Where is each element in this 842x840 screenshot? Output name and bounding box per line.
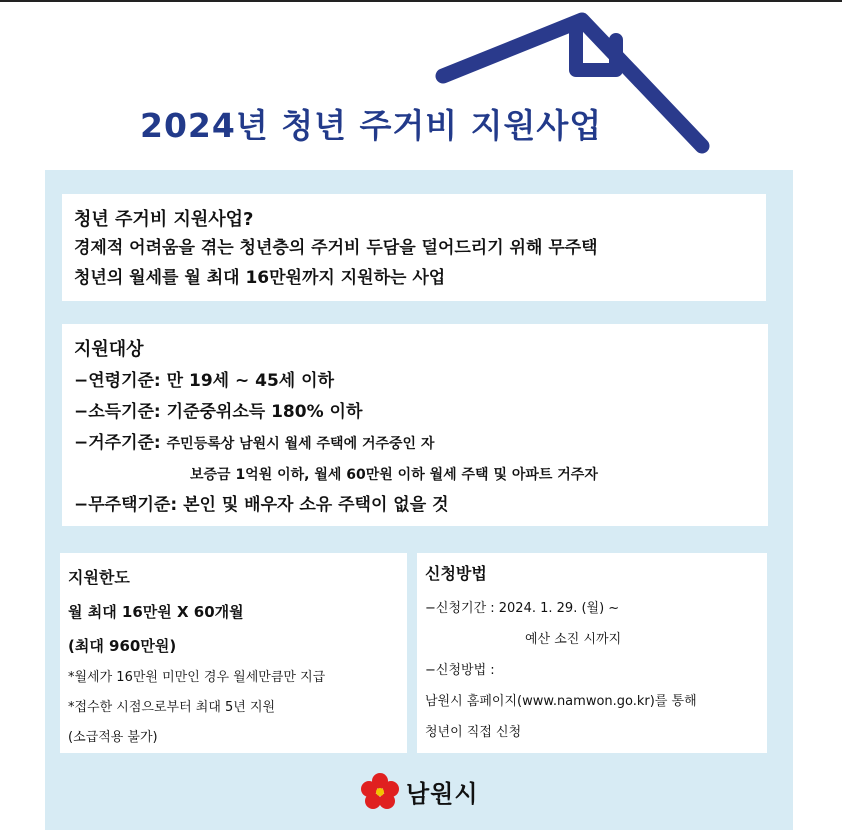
eligibility-box [62, 324, 768, 526]
residence-line2: 보증금 1억원 이하, 월세 60만원 이하 월세 주택 및 아파트 거주자 [190, 467, 598, 483]
namwon-logo [360, 772, 479, 810]
limit-note3: (소급적용 불가) [68, 730, 158, 745]
apply-box [417, 553, 767, 753]
apply-heading: 신청방법 [425, 564, 487, 583]
limit-heading: 지원한도 [68, 568, 130, 587]
intro-box [62, 194, 766, 301]
intro-desc-line1: 경제적 어려움을 겪는 청년층의 주거비 두담을 덜어드리기 위해 무주택 [74, 238, 598, 258]
limit-amount: 월 최대 16만원 X 60개월 [68, 603, 244, 621]
limit-box [60, 553, 407, 753]
residence-label: −거주기준: [74, 433, 161, 453]
apply-method-label: −신청방법 : [425, 663, 495, 678]
limit-note1: *월세가 16만원 미만인 경우 월세만큼만 지급 [68, 670, 326, 685]
limit-note2: *접수한 시점으로부터 최대 5년 지원 [68, 700, 276, 715]
intro-question: 청년 주거비 지원사업? [74, 209, 254, 230]
eligibility-heading: 지원대상 [74, 339, 144, 360]
page-title: 2024년 청년 주거비 지원사업 [140, 106, 603, 145]
age-criterion: −연령기준: 만 19세 ~ 45세 이하 [74, 371, 334, 391]
apply-method-line2: 청년이 직접 신청 [425, 725, 522, 740]
flower-icon [360, 772, 400, 810]
logo-text: 남원시 [406, 779, 479, 808]
residence-line1: 주민등록상 남원시 월세 주택에 거주중인 자 [166, 436, 435, 452]
residence-criterion [74, 428, 756, 460]
limit-total: (최대 960만원) [68, 637, 177, 655]
intro-desc-line2: 청년의 월세를 월 최대 16만원까지 지원하는 사업 [74, 268, 446, 288]
no-house-criterion: −무주택기준: 본인 및 배우자 소유 주택이 없을 것 [74, 495, 449, 515]
apply-method-line1: 남원시 홈페이지(www.namwon.go.kr)를 통해 [425, 694, 697, 709]
apply-period: −신청기간 : 2024. 1. 29. (월) ~ [425, 601, 620, 616]
apply-period-end: 예산 소진 시까지 [525, 632, 622, 647]
income-criterion: −소득기준: 기준중위소득 180% 이하 [74, 402, 363, 422]
